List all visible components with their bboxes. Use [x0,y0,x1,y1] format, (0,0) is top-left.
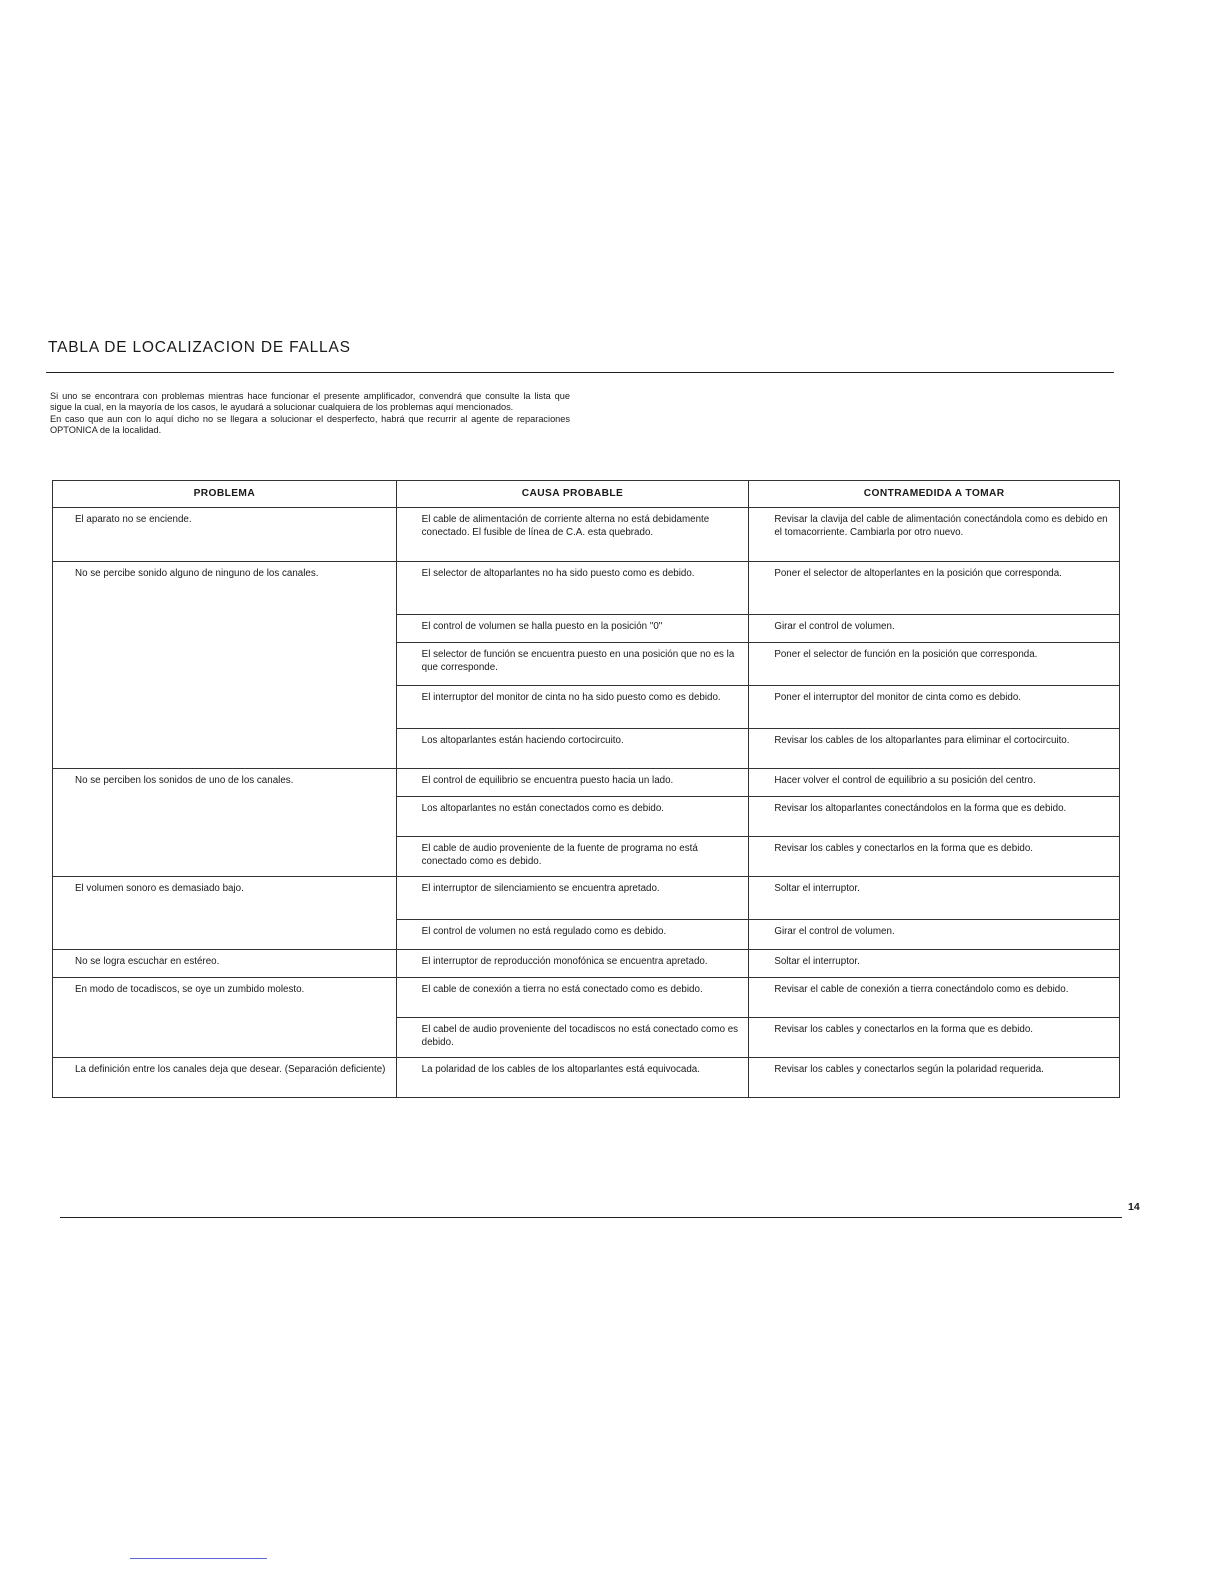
intro-text [50,391,570,437]
table-row [53,769,1120,797]
cause-cell: Los altoparlantes están haciendo cortocircuito. [396,729,749,769]
remedy-cell: Poner el interruptor del monitor de cinta como es debido. [749,686,1120,729]
problem-cell: No se perciben los sonidos de uno de los canales. [53,769,397,877]
table-row [53,877,1120,920]
cause-cell: La polaridad de los cables de los altoparlantes está equivocada. [396,1058,749,1098]
table-body [53,508,1120,1098]
cause-cell: El cable de alimentación de corriente alterna no está debidamente conectado. El fusible de línea de C.A. esta quebrado. [396,508,749,562]
cause-cell: El selector de función se encuentra puesto en una posición que no es la que corresponde. [396,643,749,686]
remedy-cell: Girar el control de volumen. [749,920,1120,950]
remedy-cell: Revisar los cables y conectarlos en la forma que es debido. [749,837,1120,877]
remedy-cell: Soltar el interruptor. [749,950,1120,978]
cause-cell: El cabel de audio proveniente del tocadiscos no está conectado como es debido. [396,1018,749,1058]
problem-cell: El aparato no se enciende. [53,508,397,562]
table-header-row [53,481,1120,508]
remedy-cell: Revisar la clavija del cable de alimentación conectándola como es debido en el tomacorriente. Cambiarla por otro nuevo. [749,508,1120,562]
remedy-cell: Girar el control de volumen. [749,615,1120,643]
cause-cell: El selector de altoparlantes no ha sido puesto como es debido. [396,562,749,615]
cause-cell: El interruptor de reproducción monofónica se encuentra apretado. [396,950,749,978]
remedy-cell: Poner el selector de función en la posición que corresponda. [749,643,1120,686]
cause-cell: El control de volumen se halla puesto en la posición "0" [396,615,749,643]
problem-cell: El volumen sonoro es demasiado bajo. [53,877,397,950]
problem-cell: No se logra escuchar en estéreo. [53,950,397,978]
intro-paragraph-1: Si uno se encontrara con problemas mientras hace funcionar el presente amplificador, convendrá que consulte la lista que sigue la cual, en la mayoría de los casos, le ayudará a solucionar cualquiera de los problemas aquí mencionados. [50,391,570,413]
table-row [53,1058,1120,1098]
table-row [53,978,1120,1018]
remedy-cell: Revisar los cables y conectarlos según la polaridad requerida. [749,1058,1120,1098]
remedy-cell: Revisar los cables de los altoparlantes para eliminar el cortocircuito. [749,729,1120,769]
bottom-edge-line [130,1558,267,1559]
cause-cell: El control de equilibrio se encuentra puesto hacia un lado. [396,769,749,797]
cause-cell: Los altoparlantes no están conectados como es debido. [396,797,749,837]
header-problem: PROBLEMA [53,481,397,508]
remedy-cell: Hacer volver el control de equilibrio a su posición del centro. [749,769,1120,797]
remedy-cell: Revisar los cables y conectarlos en la forma que es debido. [749,1018,1120,1058]
cause-cell: El cable de audio proveniente de la fuente de programa no está conectado como es debido. [396,837,749,877]
cause-cell: El interruptor del monitor de cinta no ha sido puesto como es debido. [396,686,749,729]
problem-cell: En modo de tocadiscos, se oye un zumbido molesto. [53,978,397,1058]
header-remedy: CONTRAMEDIDA A TOMAR [749,481,1120,508]
table-row [53,950,1120,978]
troubleshooting-table [52,480,1120,1098]
problem-cell: No se percibe sonido alguno de ninguno de los canales. [53,562,397,769]
table-row [53,562,1120,615]
title-divider [46,372,1114,373]
remedy-cell: Soltar el interruptor. [749,877,1120,920]
problem-cell: La definición entre los canales deja que desear. (Separación deficiente) [53,1058,397,1098]
header-cause: CAUSA PROBABLE [396,481,749,508]
cause-cell: El interruptor de silenciamiento se encuentra apretado. [396,877,749,920]
table-row [53,508,1120,562]
remedy-cell: Poner el selector de altoperlantes en la posición que corresponda. [749,562,1120,615]
page-title: TABLA DE LOCALIZACION DE FALLAS [48,339,351,356]
page-number: 14 [1128,1201,1140,1213]
intro-paragraph-2: En caso que aun con lo aquí dicho no se llegara a solucionar el desperfecto, habrá que recurrir al agente de reparaciones OPTONICA de la localidad. [50,413,570,436]
cause-cell: El control de volumen no está regulado como es debido. [396,920,749,950]
remedy-cell: Revisar los altoparlantes conectándolos en la forma que es debido. [749,797,1120,837]
cause-cell: El cable de conexión a tierra no está conectado como es debido. [396,978,749,1018]
remedy-cell: Revisar el cable de conexión a tierra conectándolo como es debido. [749,978,1120,1018]
footer-divider [60,1217,1122,1218]
